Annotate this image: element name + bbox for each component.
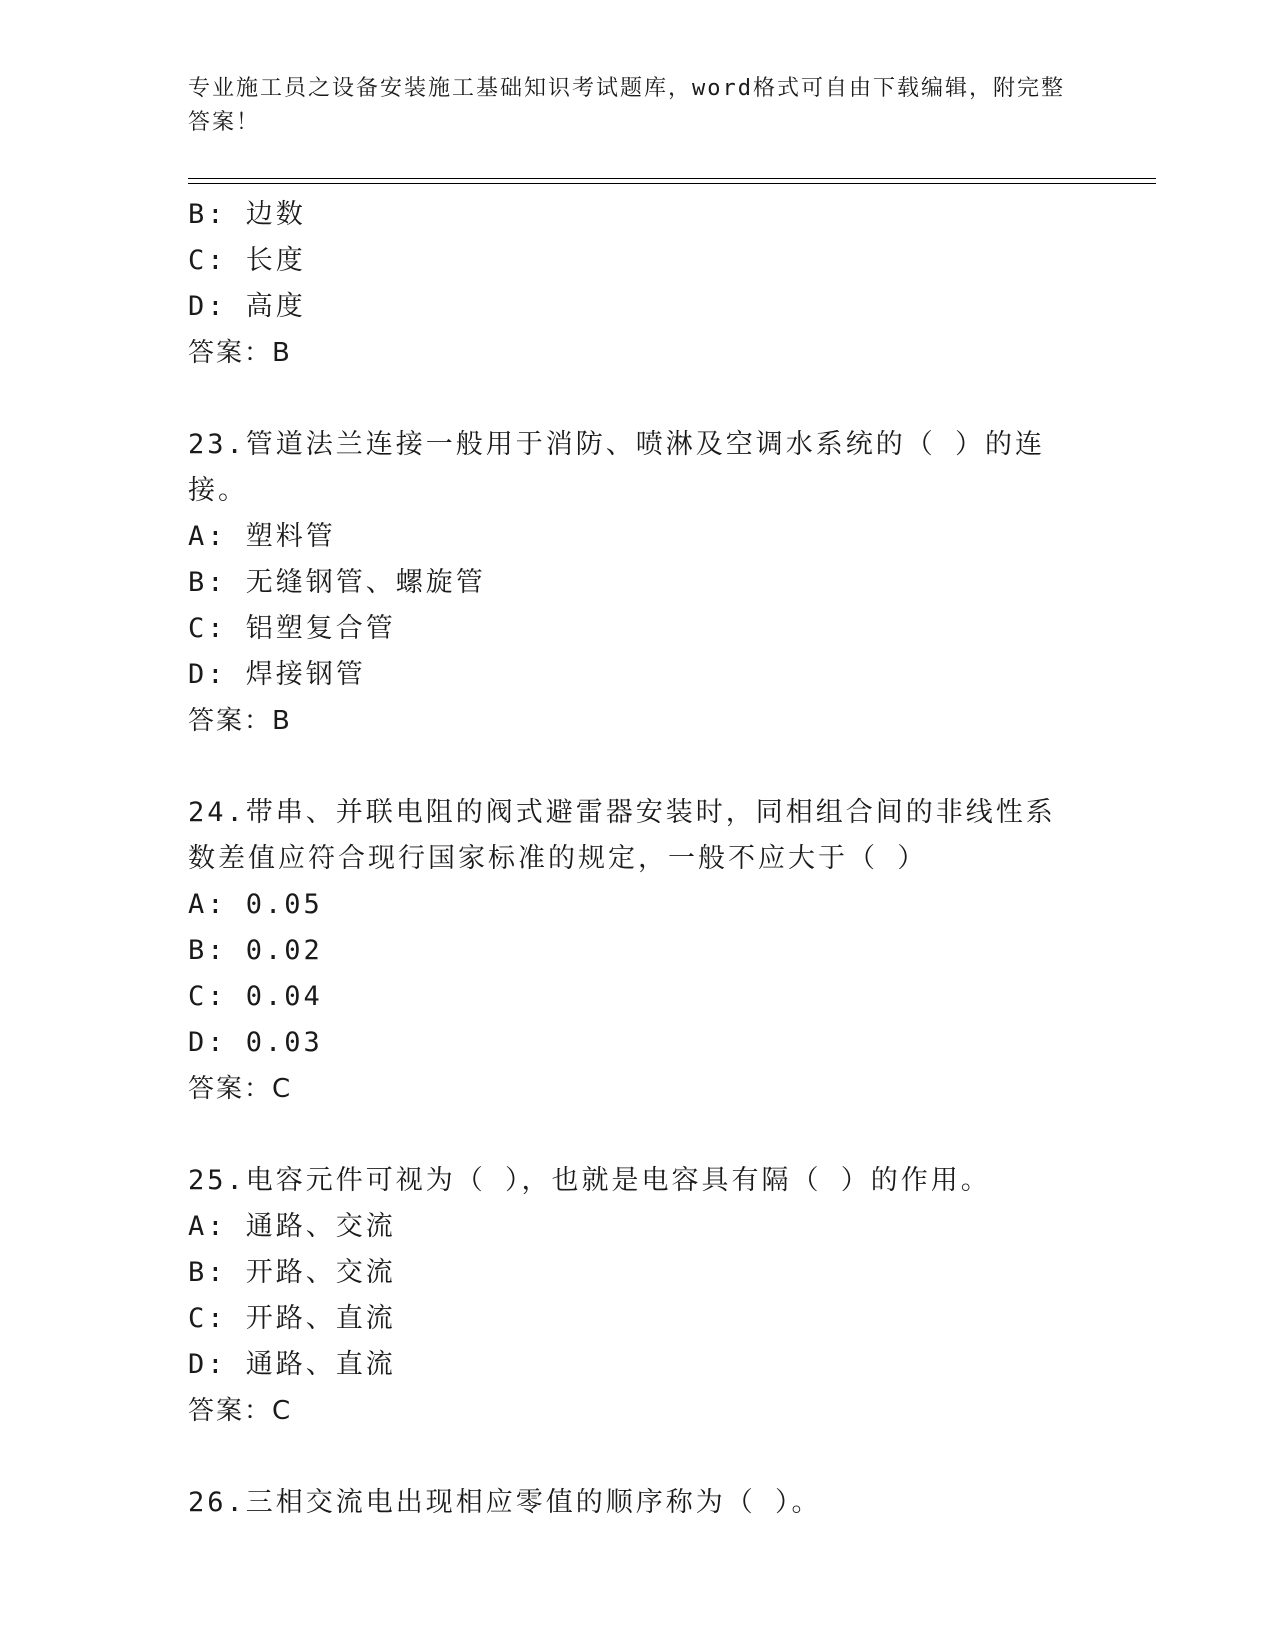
option-b: B: 开路、交流 bbox=[188, 1257, 396, 1288]
option-b: B: 0.02 bbox=[188, 935, 323, 966]
option-d: D: 通路、直流 bbox=[188, 1349, 396, 1380]
option-d: D: 焊接钢管 bbox=[188, 659, 366, 690]
question-23 bbox=[188, 422, 1088, 744]
question-stem: 25.电容元件可视为（ ），也就是电容具有隔（ ）的作用。 bbox=[188, 1165, 991, 1196]
answer: 答案：C bbox=[188, 1074, 293, 1104]
document-header: 专业施工员之设备安装施工基础知识考试题库，word格式可自由下载编辑，附完整答案！ bbox=[188, 76, 1065, 135]
option-a: A: 通路、交流 bbox=[188, 1211, 396, 1242]
option-d: D: 0.03 bbox=[188, 1027, 323, 1058]
spacer bbox=[188, 1112, 1088, 1158]
header-divider-bottom bbox=[188, 183, 1156, 184]
question-stem: 23.管道法兰连接一般用于消防、喷淋及空调水系统的（ ）的连接。 bbox=[188, 429, 1046, 506]
answer: 答案：B bbox=[188, 706, 292, 736]
header-divider-top bbox=[188, 178, 1156, 179]
question-24 bbox=[188, 790, 1088, 1112]
option-a: A: 0.05 bbox=[188, 889, 323, 920]
option-c: C: 开路、直流 bbox=[188, 1303, 396, 1334]
option-c: C: 铝塑复合管 bbox=[188, 613, 396, 644]
question-list bbox=[188, 192, 1088, 1526]
option-b: B: 无缝钢管、螺旋管 bbox=[188, 567, 486, 598]
question-26 bbox=[188, 1480, 1088, 1526]
option-d: D: 高度 bbox=[188, 291, 306, 322]
answer: 答案：C bbox=[188, 1396, 293, 1426]
spacer bbox=[188, 744, 1088, 790]
answer: 答案：B bbox=[188, 338, 292, 368]
question-22-continued bbox=[188, 192, 1088, 376]
question-stem: 24.带串、并联电阻的阀式避雷器安装时，同相组合间的非线性系数差值应符合现行国家标准的规定，一般不应大于（ ） bbox=[188, 797, 1056, 874]
question-stem: 26.三相交流电出现相应零值的顺序称为（ ）。 bbox=[188, 1487, 822, 1518]
option-a: A: 塑料管 bbox=[188, 521, 336, 552]
spacer bbox=[188, 1434, 1088, 1480]
spacer bbox=[188, 376, 1088, 422]
question-25 bbox=[188, 1158, 1088, 1434]
option-c: C: 长度 bbox=[188, 245, 306, 276]
option-c: C: 0.04 bbox=[188, 981, 323, 1012]
option-b: B: 边数 bbox=[188, 199, 306, 230]
